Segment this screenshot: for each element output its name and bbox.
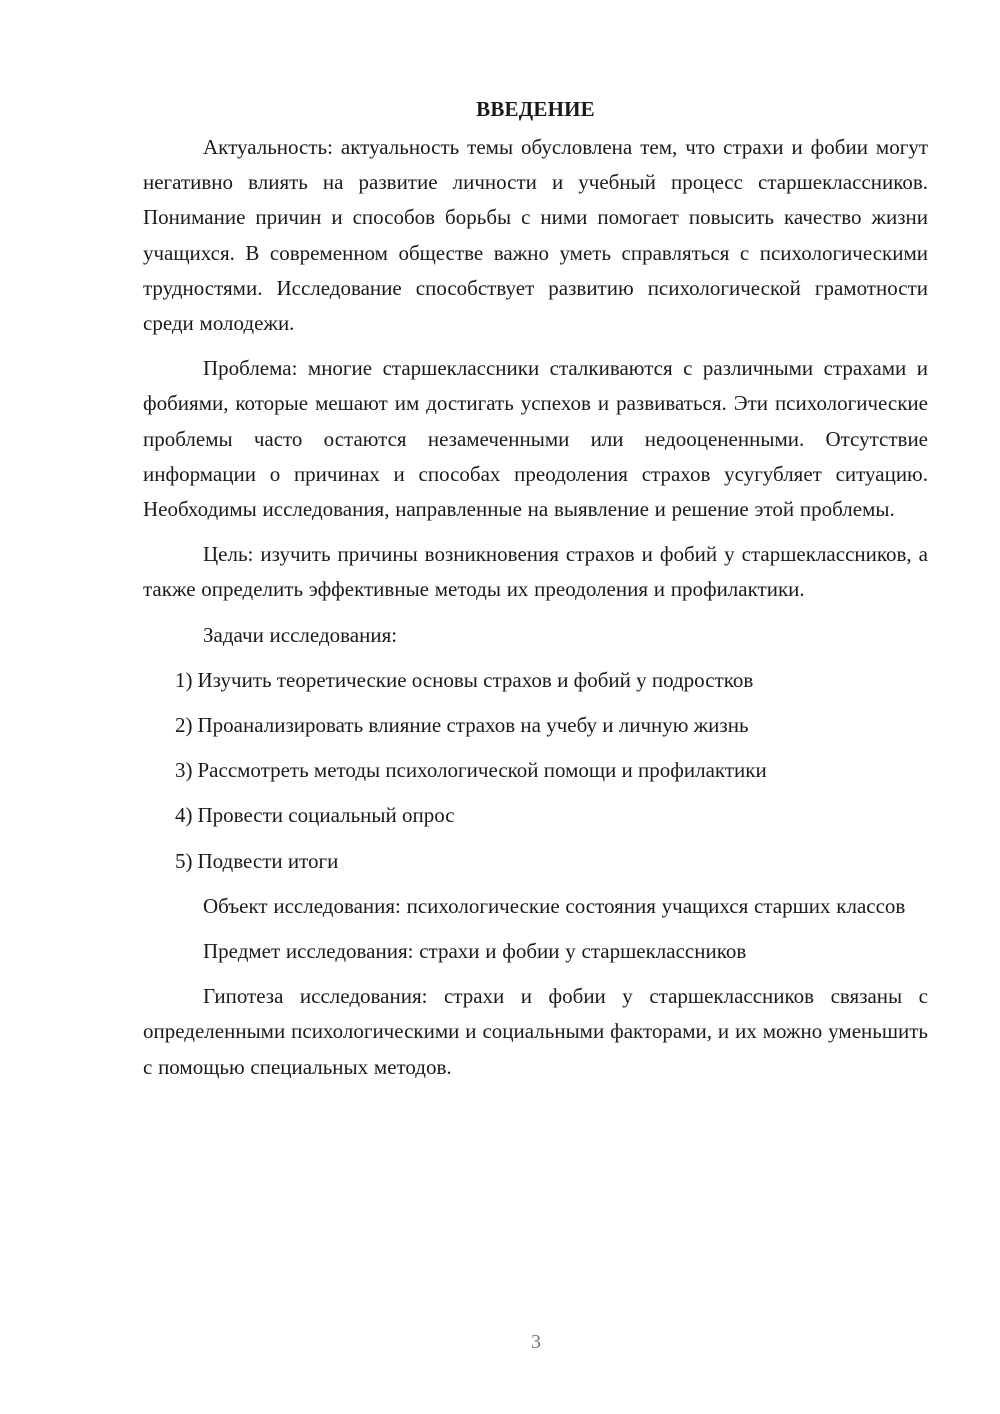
task-text: Провести социальный опрос: [197, 803, 455, 828]
page-number: 3: [531, 1331, 541, 1353]
task-text: Изучить теоретические основы страхов и фобий у подростков: [197, 667, 754, 692]
hypothesis-paragraph: Гипотеза исследования: страхи и фобии у старшеклассников связаны с определенными психологическими и социальными факторами, и их можно уменьшить с помощью специальных методов.: [143, 984, 928, 1079]
task-item: [143, 708, 928, 743]
task-number: 1): [175, 667, 193, 692]
task-number: 2): [175, 713, 193, 738]
task-item: [143, 663, 928, 698]
task-number: 3): [175, 758, 193, 783]
task-item: [143, 798, 928, 833]
task-text: Рассмотреть методы психологической помощи и профилактики: [197, 758, 767, 783]
task-item: [143, 844, 928, 879]
task-number: 5): [175, 848, 193, 873]
goal-paragraph: Цель: изучить причины возникновения страхов и фобий у старшеклассников, а также определить эффективные методы их преодоления и профилактики.: [143, 542, 928, 602]
object-paragraph: Объект исследования: психологические состояния учащихся старших классов: [203, 893, 906, 918]
subject-paragraph: Предмет исследования: страхи и фобии у старшеклассников: [203, 939, 747, 964]
problem-paragraph: Проблема: многие старшеклассники сталкиваются с различными страхами и фобиями, которые мешают им достигать успехов и развиваться. Эти психологические проблемы часто остаются незамеченными или недооцененными. Отсутствие информации о причинах и способах преодоления страхов усугубляет ситуацию. Необходимы исследования, направленные на выявление и решение этой проблемы.: [143, 356, 928, 522]
task-item: [143, 753, 928, 788]
task-text: Проанализировать влияние страхов на учебу и личную жизнь: [197, 713, 749, 738]
section-title: ВВЕДЕНИЕ: [476, 97, 595, 121]
document-page: [143, 92, 928, 1095]
tasks-heading: Задачи исследования:: [203, 622, 398, 647]
task-number: 4): [175, 803, 193, 828]
task-text: Подвести итоги: [197, 848, 339, 873]
relevance-paragraph: Актуальность: актуальность темы обусловлена тем, что страхи и фобии могут негативно влиять на развитие личности и учебный процесс старшеклассников. Понимание причин и способов борьбы с ними помогает повысить качество жизни учащихся. В современном обществе важно уметь справляться с психологическими трудностями. Исследование способствует развитию психологической грамотности среди молодежи.: [143, 135, 928, 336]
